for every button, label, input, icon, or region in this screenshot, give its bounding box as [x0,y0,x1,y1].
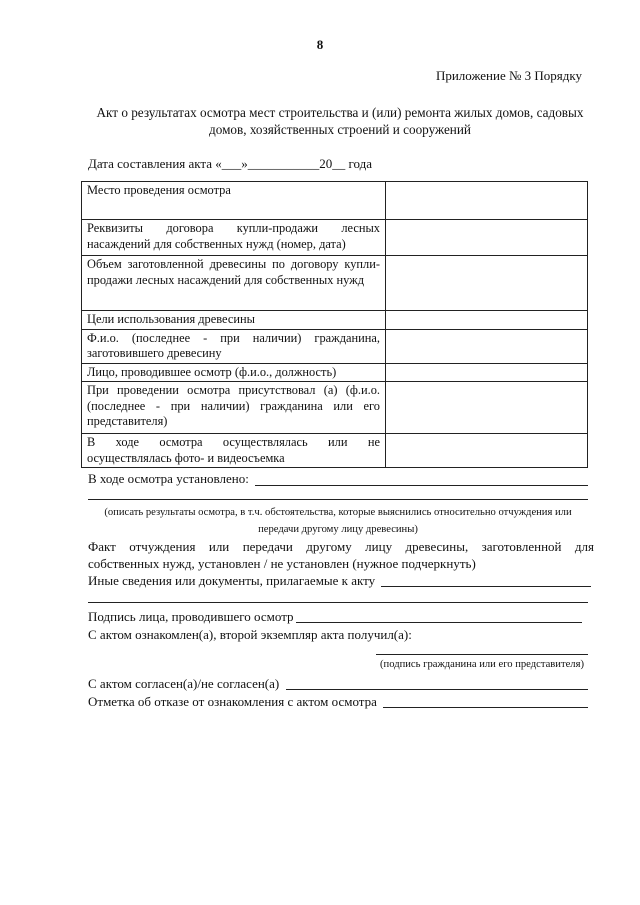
row-label-present-person: При проведении осмотра присутствовал (а) (ф.и.о. (последнее - при наличии) гражданина или его представителя) [82,382,386,434]
row-value-wood-volume[interactable] [386,256,588,311]
table-row [82,329,588,363]
row-value-wood-purpose[interactable] [386,311,588,330]
refusal-mark-label: Отметка об отказе от ознакомления с актом осмотра [88,694,377,709]
row-value-photo-video[interactable] [386,434,588,468]
page-number: 8 [316,37,324,52]
table-row [82,256,588,311]
inspector-signature-line[interactable] [296,622,582,623]
appendix-reference: Приложение № 3 Порядку [435,68,582,83]
transfer-fact-line-1: Факт отчуждения или передачи другому лицу древесины, заготовленной для [88,539,594,554]
refusal-mark-line[interactable] [383,707,588,708]
row-value-inspection-place[interactable] [386,182,588,220]
citizen-signature-line[interactable] [376,654,588,655]
agreement-line[interactable] [286,689,588,690]
table-row [82,220,588,256]
other-info-label: Иные сведения или документы, прилагаемые к акту [88,573,376,588]
findings-input-line[interactable] [255,485,588,486]
table-row [82,363,588,382]
other-info-input-line[interactable] [381,586,591,587]
row-value-present-person[interactable] [386,382,588,434]
findings-input-line-2[interactable] [88,499,588,500]
row-value-inspector[interactable] [386,363,588,382]
table-row [82,182,588,220]
row-label-photo-video: В ходе осмотра осуществлялась или не осуществлялась фото- и видеосъемка [82,434,386,468]
agreement-label: С актом согласен(а)/не согласен(а) [88,676,280,691]
act-date-line: Дата составления акта «___»___________20__ года [88,156,373,171]
transfer-fact-line-2: собственных нужд, установлен / не установлен (нужное подчеркнуть) [88,556,476,571]
inspector-signature-label: Подпись лица, проводившего осмотр [88,609,294,624]
row-label-inspector: Лицо, проводившее осмотр (ф.и.о., должность) [82,363,386,382]
row-label-citizen-name: Ф.и.о. (последнее - при наличии) гражданина, заготовившего древесину [82,329,386,363]
row-value-citizen-name[interactable] [386,329,588,363]
findings-note-continued: передачи другому лицу древесины) [258,524,418,535]
document-title: Акт о результатах осмотра мест строительства и (или) ремонта жилых домов, садовых домов, хозяйственных строений и сооружений [96,105,584,137]
row-label-wood-purpose: Цели использования древесины [82,311,386,330]
row-label-inspection-place: Место проведения осмотра [82,182,386,220]
row-label-wood-volume: Объем заготовленной древесины по договору купли-продажи лесных насаждений для собственных нужд [82,256,386,311]
findings-note: (описать результаты осмотра, в т.ч. обстоятельства, которые выяснились относительно отчуждения или [104,507,572,518]
table-row [82,434,588,468]
table-row [82,311,588,330]
table-row [82,382,588,434]
acquainted-label: С актом ознакомлен(а), второй экземпляр акта получил(а): [88,627,412,642]
row-label-contract-details: Реквизиты договора купли-продажи лесных насаждений для собственных нужд (номер, дата) [82,220,386,256]
citizen-signature-note: (подпись гражданина или его представителя) [380,659,584,670]
findings-label: В ходе осмотра установлено: [88,471,249,486]
inspection-table [81,181,588,468]
other-info-input-line-2[interactable] [88,602,588,603]
row-value-contract-details[interactable] [386,220,588,256]
